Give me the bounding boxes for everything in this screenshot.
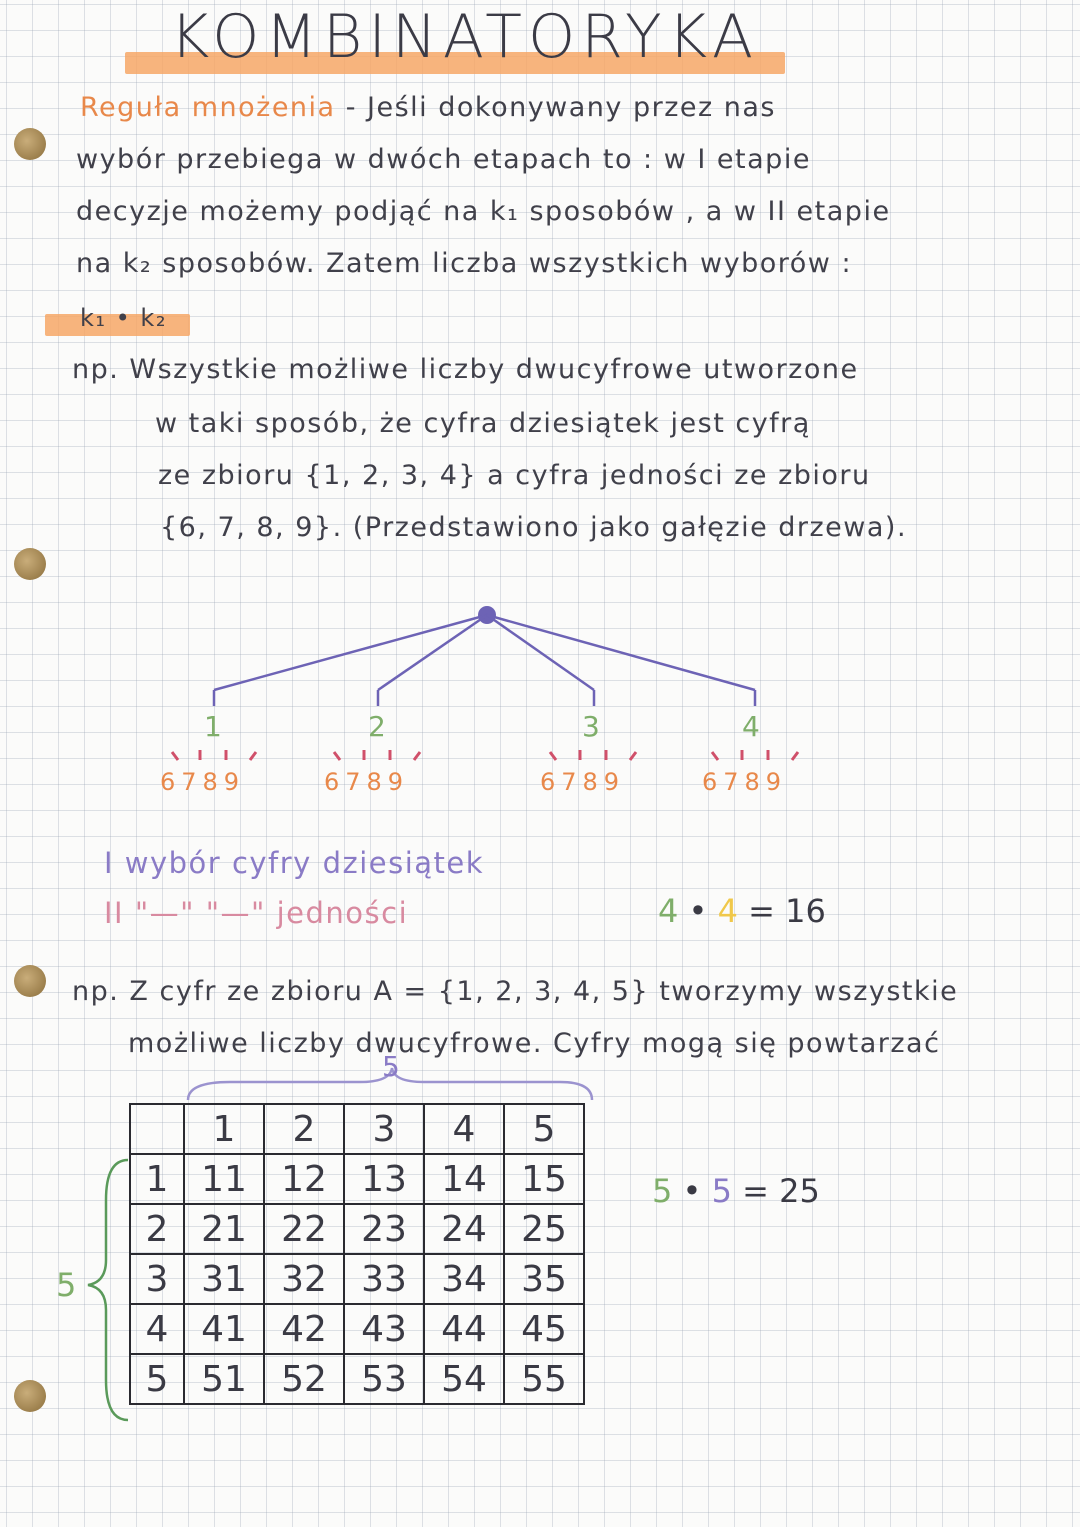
example1-line-4: {6, 7, 8, 9}. (Przedstawiono jako gałęzie drzewa). [160,512,908,543]
table-cell: 31 [184,1254,264,1304]
rule-line-4: na k₂ sposobów. Zatem liczba wszystkich wyborów : [76,248,853,279]
table-cell: 24 [424,1204,504,1254]
calc-factor-a: 4 [658,892,679,930]
table-corner-cell [130,1104,184,1154]
table-row [130,1254,584,1304]
table-header-cell: 4 [424,1104,504,1154]
calc-result: = 16 [748,892,826,930]
leaf-labels: 6789 [160,768,246,796]
table-row [130,1204,584,1254]
example1-line-1: np. Wszystkie możliwe liczby dwucyfrowe utworzone [72,354,859,385]
table-cell: 52 [264,1354,344,1404]
table-row-header: 4 [130,1304,184,1354]
example1-line-2: w taki sposób, że cyfra dziesiątek jest cyfrą [155,408,811,439]
calc-dot: • [688,892,708,930]
rule-line-1-rest: - Jeśli dokonywany przez nas [345,92,776,123]
table-cell: 25 [504,1204,584,1254]
table-row [130,1154,584,1204]
table-cell: 13 [344,1154,424,1204]
table-row-header: 3 [130,1254,184,1304]
table-row-header: 5 [130,1354,184,1404]
leaf-labels: 6789 [324,768,410,796]
table-header-cell: 2 [264,1104,344,1154]
table-row-header: 1 [130,1154,184,1204]
table-header-cell: 3 [344,1104,424,1154]
table-row-header: 2 [130,1204,184,1254]
table-header-cell: 1 [184,1104,264,1154]
table-cell: 55 [504,1354,584,1404]
table-row [130,1304,584,1354]
branch-label: 1 [204,710,222,743]
table-cell: 12 [264,1154,344,1204]
rule-line-3: decyzje możemy podjąć na k₁ sposobów , a w II etapie [76,196,891,227]
branch-label: 2 [368,710,386,743]
table-header-row [130,1104,584,1154]
table-cell: 22 [264,1204,344,1254]
pairs-table [129,1103,585,1405]
table-cell: 43 [344,1304,424,1354]
table-cell: 33 [344,1254,424,1304]
top-count: 5 [382,1050,400,1083]
side-brace [88,1160,128,1420]
leaf-labels: 6789 [540,768,626,796]
stage-1-label: I wybór cyfry dziesiątek [104,846,485,880]
table-cell: 34 [424,1254,504,1304]
table-cell: 53 [344,1354,424,1404]
stage-2-ditto: II "—" "—" [104,896,266,930]
table-cell: 54 [424,1354,504,1404]
table-cell: 44 [424,1304,504,1354]
table-cell: 23 [344,1204,424,1254]
branch-label: 4 [742,710,760,743]
example1-line-3: ze zbioru {1, 2, 3, 4} a cyfra jedności ze zbioru [158,460,871,491]
table-cell: 35 [504,1254,584,1304]
leaf-labels: 6789 [702,768,788,796]
side-count: 5 [56,1266,77,1304]
example2-calc [652,1172,820,1210]
table-cell: 15 [504,1154,584,1204]
table-cell: 42 [264,1304,344,1354]
calc-factor-a: 5 [652,1172,673,1210]
table-cell: 11 [184,1154,264,1204]
table-header-cell: 5 [504,1104,584,1154]
example2-line-2: możliwe liczby dwucyfrowe. Cyfry mogą się powtarzać [128,1028,941,1059]
rule-line-2: wybór przebiega w dwóch etapach to : w I etapie [76,144,811,175]
table-cell: 51 [184,1354,264,1404]
table-cell: 14 [424,1154,504,1204]
stage-2-word: jedności [276,896,409,930]
rule-heading: Reguła mnożenia [80,92,336,123]
page-title: KOMBINATORYKA [170,2,760,72]
calc-factor-b: 4 [717,892,738,930]
table-cell: 21 [184,1204,264,1254]
calc-factor-b: 5 [711,1172,732,1210]
rule-formula: k₁ • k₂ [80,304,167,332]
table-cell: 41 [184,1304,264,1354]
calc-result: = 25 [742,1172,820,1210]
table-cell: 45 [504,1304,584,1354]
table-row [130,1354,584,1404]
calc-dot: • [682,1172,702,1210]
table-cell: 32 [264,1254,344,1304]
example2-line-1: np. Z cyfr ze zbioru A = {1, 2, 3, 4, 5} tworzymy wszystkie [72,976,959,1007]
branch-label: 3 [582,710,600,743]
